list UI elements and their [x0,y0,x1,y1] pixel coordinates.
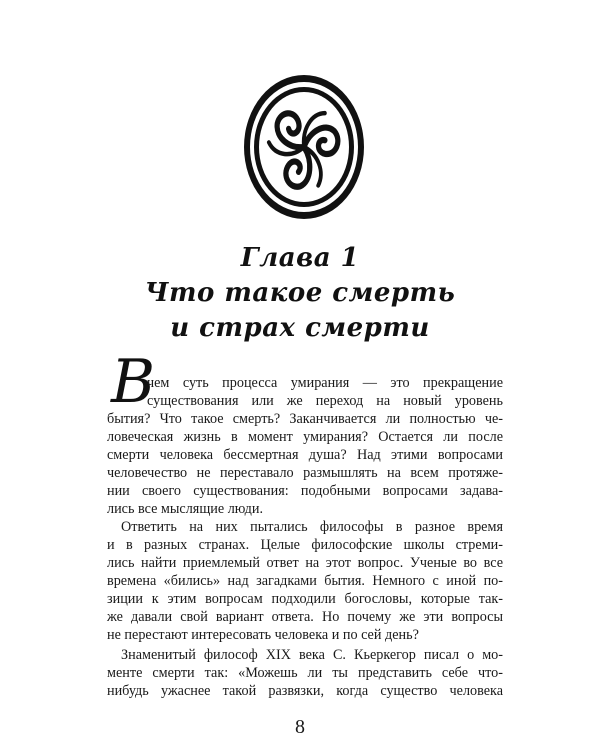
text-line: чем суть процесса умирания — это прекращение [147,375,503,391]
text-line: ловеческая жизнь в момент умирания? Остается ли после [107,429,503,445]
text-line: нии своего существования: подобными вопросами задава- [107,483,503,499]
text-line: Ответить на них пытались философы в разное время [121,519,503,535]
text-line: человечество не переставало размышлять на всем протяже- [107,465,503,481]
text-line: зиции к этим вопросам подходили богословы, которые так- [107,591,503,607]
text-line: же давали свой вариант ответа. Но почему же эти вопросы [107,609,503,625]
chapter-title-line-1: Что такое смерть [144,278,456,308]
text-line: лись найти приемлемый ответ на этот вопрос. Ученые во все [107,555,503,571]
text-line: существования или же переход на новый уровень [147,393,503,409]
text-line: Знаменитый философ XIX века С. Кьеркегор писал о мо- [121,647,503,663]
text-line: не перестают интересовать человека и по сей день? [107,627,419,643]
text-line: смерти человека бессмертная душа? Над этими вопросами [107,447,503,463]
chapter-number: Глава 1 [240,243,360,273]
text-line: менте смерти так: «Можешь ли ты представить себе что- [107,665,503,681]
triskelion-ornament [241,72,367,222]
text-line: и в разных странах. Целые философские школы стреми- [107,537,503,553]
drop-cap: В [111,347,156,417]
text-line: времена «бились» над загадками бытия. Немного с иной по- [107,573,503,589]
text-line: лись все мыслящие люди. [107,501,264,517]
text-line: бытия? Что такое смерть? Заканчивается ли полностью че- [107,411,503,427]
page-number: 8 [295,716,305,738]
text-line: нибудь ужаснее такой развязки, когда существо человека [107,683,503,699]
chapter-title-line-2: и страх смерти [170,313,430,343]
